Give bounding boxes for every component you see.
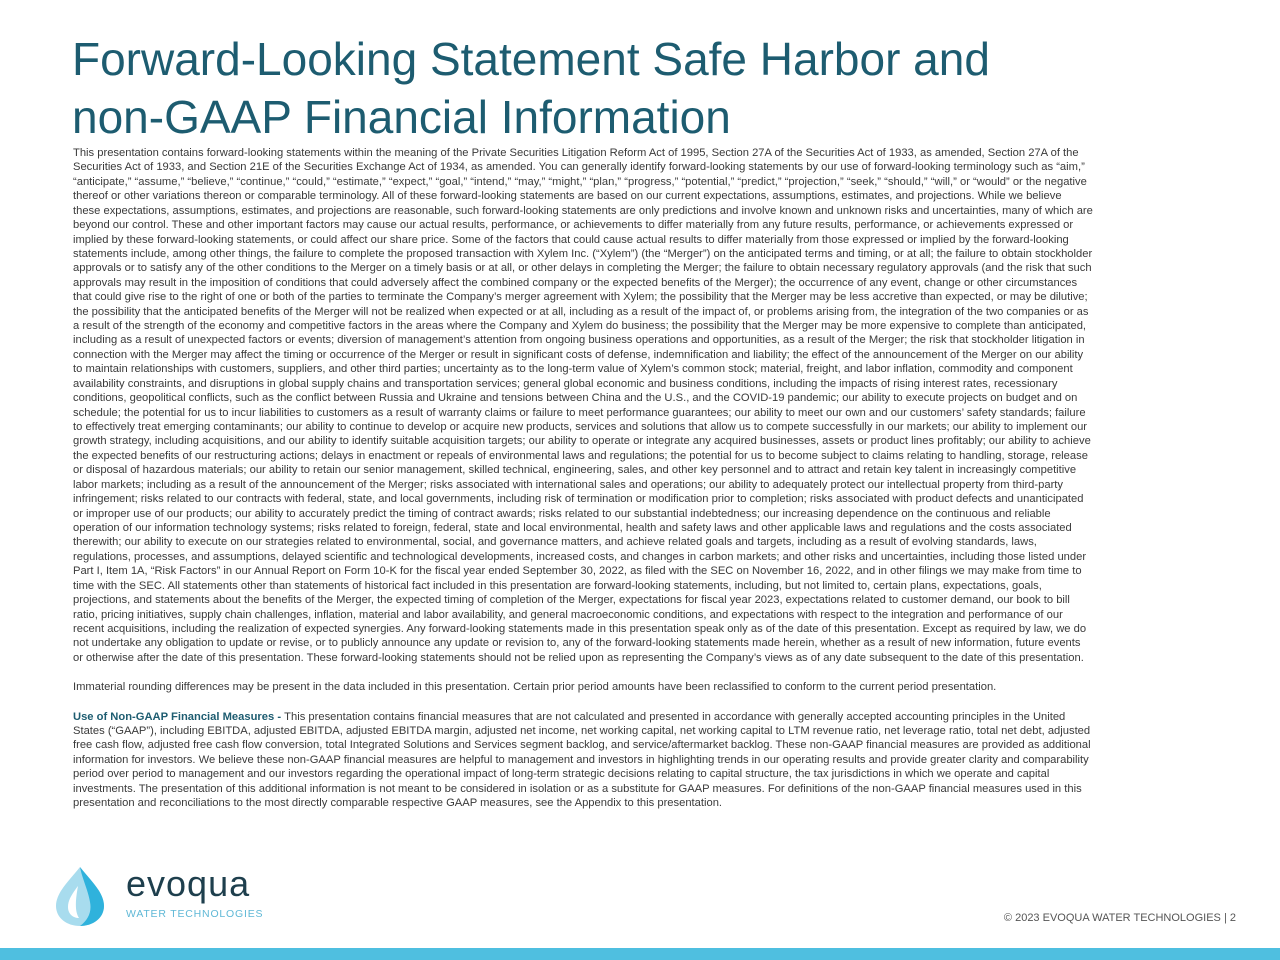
text-line <box>73 247 1253 261</box>
text-line <box>73 564 1253 578</box>
text-line <box>73 189 1253 203</box>
text-line <box>73 738 1253 752</box>
text-line <box>73 478 1253 492</box>
text-line-content: the expected benefits of our restructuring actions; delays in enactment or repeals of environmental laws and regulations; the potential for us to become subject to claims relating to handling, storage, release <box>73 449 1088 462</box>
text-line <box>73 233 1253 247</box>
title-line-2: non-GAAP Financial Information <box>72 91 731 143</box>
text-line-content: free cash flow, adjusted free cash flow conversion, total Integrated Solutions and Services segment backlog, and service/aftermarket backlog. These non-GAAP financial measures are provided as additional <box>73 739 1091 752</box>
text-line-content: This presentation contains financial measures that are not calculated and presented in accordance with generally accepted accounting principles in the United <box>284 710 1066 723</box>
text-line <box>73 796 1253 810</box>
text-line <box>73 261 1253 275</box>
text-line-content: these expectations, assumptions, estimates, and projections are reasonable, such forward-looking statements are only predictions and involve known and unknown risks and uncertainties, many of which are <box>73 204 1093 217</box>
text-line-content: approvals may result in the imposition of conditions that could adversely affect the combined company or the expected benefits of the Merger); the occurrence of any event, change or other circumstances <box>73 276 1078 289</box>
paragraph-gap <box>73 695 1253 710</box>
footer-separator: | <box>1223 912 1227 924</box>
text-line <box>73 362 1253 376</box>
text-line <box>73 434 1253 448</box>
text-line-content: infringement; risks related to our contracts with federal, state, and local governments, including risk of termination or modification prior to completion; risks associated with product defects and unanticipated <box>73 493 1084 506</box>
text-line-content: labor markets; including as a result of the announcement of the Merger; risks associated with international sales and operations; our ability to adequately protect our intellectual property from third-party <box>73 478 1063 491</box>
text-line-content: time with the SEC. All statements other than statements of historical fact included in this presentation are forward-looking statements, including, but not limited to, certain plans, expectations, goals, <box>73 579 1042 592</box>
text-line-content: conditions, geopolitical conflicts, such as the conflict between Russia and Ukraine and tensions between China and the U.S., and the COVID-19 pandemic; our ability to execute projects on budget and on <box>73 392 1078 405</box>
text-line <box>73 507 1253 521</box>
non-gaap-paragraph <box>73 710 1253 811</box>
text-line <box>73 319 1253 333</box>
text-line-content: “anticipate,” “assume,” “believe,” “continue,” “could,” “estimate,” “expect,” “goal,” “intend,” “may,” “might,” “plan,” “progress,” “potential,” “predict,” “projection,” “seek,” “should,” “will,” or “would” or the negative <box>73 175 1087 188</box>
rounding-paragraph <box>73 680 1253 694</box>
text-line <box>73 276 1253 290</box>
text-line <box>73 160 1253 174</box>
text-line-content: beyond our control. These and other important factors may cause our actual results, performance, or achievements to differ materially from any future results, performance, or achievements expressed or <box>73 219 1074 232</box>
text-line <box>73 753 1253 767</box>
text-line-content: implied by these forward-looking statements, or could affect our share price. Some of the factors that could cause actual results to differ materially from those expressed or implied by the forward-looking <box>73 233 1069 246</box>
text-line-content: projections, and statements about the benefits of the Merger, the expected timing of completion of the Merger, expectations for fiscal year 2023, expectations related to customer demand, our book to bill <box>73 594 1070 607</box>
text-line <box>73 348 1253 362</box>
text-line-content: Immaterial rounding differences may be present in the data included in this presentation. Certain prior period amounts have been reclassified to conform to the current period presentation. <box>73 681 997 694</box>
evoqua-logo <box>48 864 288 928</box>
text-line <box>73 290 1253 304</box>
text-line <box>73 218 1253 232</box>
text-line <box>73 550 1253 564</box>
text-line <box>73 449 1253 463</box>
text-line-content: connection with the Merger may affect the timing or occurrence of the Merger or result in significant costs of defense, indemnification and liability; the effect of the announcement of the Merger on our ability <box>73 348 1084 361</box>
text-line <box>73 724 1253 738</box>
footer-accent-bar <box>0 948 1280 960</box>
text-line <box>73 767 1253 781</box>
text-line-content: Securities Act of 1933, and Section 21E of the Securities Exchange Act of 1934, as amended. You can generally identify forward-looking statements by our use of forward-looking terminology such as “aim,” <box>73 161 1085 174</box>
text-line-content: that could give rise to the right of one or both of the parties to terminate the Company’s merger agreement with Xylem; the possibility that the Merger may be less accretive than expected, or may be dilutive; <box>73 291 1088 304</box>
text-line <box>73 521 1253 535</box>
text-line <box>73 608 1253 622</box>
title-line-1: Forward-Looking Statement Safe Harbor and <box>72 33 990 85</box>
text-line <box>73 175 1253 189</box>
text-line <box>73 463 1253 477</box>
logo-tagline: WATER TECHNOLOGIES <box>126 908 264 920</box>
text-line <box>73 579 1253 593</box>
slide-footer <box>1004 912 1236 924</box>
logo-wordmark: evoqua <box>126 863 251 904</box>
text-line-content: including as a result of unexpected factors or events; diversion of management’s attention from ongoing business operations and opportunities, as a result of the Merger; the risk that stockholder litigation in <box>73 334 1085 347</box>
text-line-content: ratio, pricing initiatives, supply chain challenges, inflation, material and labor availability, and general macroeconomic conditions, and expectations with respect to the integration and performance of our <box>73 608 1063 621</box>
text-line-content: period over period to management and our investors regarding the operational impact of long-term strategic decisions relating to capital structure, the tax jurisdictions in which we operate and capital <box>73 768 1050 781</box>
text-line-content: investments. The presentation of this additional information is not meant to be considered in isolation or as a substitute for GAAP measures. For definitions of the non-GAAP financial measures used in this <box>73 782 1082 795</box>
text-line <box>73 680 1253 694</box>
text-line-content: Part I, Item 1A, “Risk Factors” in our Annual Report on Form 10-K for the fiscal year ended September 30, 2022, as filed with the SEC on November 16, 2022, and in other filings we may make from time to <box>73 565 1082 578</box>
text-line <box>73 406 1253 420</box>
text-line-content: not undertake any obligation to update or revise, or to publicly announce any update or revision to, any of the forward-looking statements made herein, whether as a result of new information, future events <box>73 637 1081 650</box>
text-line-content: thereof or other variations thereon or comparable terminology. All of these forward-looking statements are based on our current expectations, assumptions, estimates, and projections. While we believe <box>73 190 1062 203</box>
text-line <box>73 535 1253 549</box>
safe-harbor-paragraph <box>73 146 1253 665</box>
text-line <box>73 420 1253 434</box>
text-line-content: schedule; the potential for us to incur liabilities to customers as a result of warranty claims or failure to meet performance guarantees; our ability to meet our own and our customers’ safety standards; failure <box>73 406 1086 419</box>
text-line <box>73 333 1253 347</box>
text-line <box>73 146 1253 160</box>
text-line-content: approvals or to satisfy any of the other conditions to the Merger on a timely basis or at all, or other delays in completing the Merger; the failure to obtain necessary regulatory approvals (and the risk that such <box>73 262 1092 275</box>
text-line-content: information for investors. We believe these non-GAAP financial measures are helpful to management and investors in highlighting trends in our operating results and provide greater clarity and comparability <box>73 753 1089 766</box>
text-line-content: the possibility that the anticipated benefits of the Merger will not be realized when expected or at all, including as a result of the impact of, or problems arising from, the integration of the two companies or as <box>73 305 1089 318</box>
text-line <box>73 492 1253 506</box>
text-line-content: therewith; our ability to execute on our strategies related to environmental, social, and governance matters, and achieve related goals and targets, including as a result of evolving standards, laws, <box>73 536 1037 549</box>
text-line <box>73 593 1253 607</box>
text-line-content: growth strategy, including acquisitions, and our ability to identify suitable acquisition targets; our ability to operate or integrate any acquired businesses, assets or product lines profitably; our ability to achieve <box>73 435 1091 448</box>
disclaimer-body <box>73 146 1253 811</box>
water-drop-icon <box>48 864 112 928</box>
text-line-content: to maintain relationships with customers, suppliers, and other third parties; uncertainty as to the long-term value of Xylem’s common stock; material, freight, and labor inflation, commodity and component <box>73 363 1073 376</box>
text-line-content: This presentation contains forward-looking statements within the meaning of the Private Securities Litigation Reform Act of 1995, Section 27A of the Securities Act of 1933, as amended, Section 27A of the <box>73 147 1079 159</box>
slide-title <box>72 30 990 146</box>
text-line <box>73 636 1253 650</box>
text-line <box>73 710 1253 724</box>
text-line-content: operation of our information technology systems; risks related to foreign, federal, state and local environmental, health and safety laws and other applicable laws and regulations and the costs associated <box>73 521 1072 534</box>
copyright-text: © 2023 EVOQUA WATER TECHNOLOGIES <box>1003 912 1221 924</box>
text-line-content: States (“GAAP”), including EBITDA, adjusted EBITDA, adjusted EBITDA margin, adjusted net income, net working capital, net working capital to LTM revenue ratio, net leverage ratio, total net debt, adjusted <box>73 725 1091 738</box>
text-line <box>73 622 1253 636</box>
text-line-content: regulations, processes, and assumptions, delayed scientific and technological developments, increased costs, and changes in carbon markets; and other risks and uncertainties, including those listed under <box>73 550 1087 563</box>
text-line <box>73 377 1253 391</box>
text-line-content: recent acquisitions, including the realization of expected synergies. Any forward-looking statements made in this presentation speak only as of the date of this presentation. Except as required by law, we do <box>73 622 1087 635</box>
text-line-content: availability constraints, and disruptions in global supply chains and transportation services; general global economic and business conditions, including the impacts of rising interest rates, recessionary <box>73 377 1058 390</box>
text-line <box>73 782 1253 796</box>
non-gaap-heading: Use of Non-GAAP Financial Measures - <box>73 710 285 723</box>
text-line-content: a result of the strength of the economy and competitive factors in the areas where the Company and Xylem do business; the possibility that the Merger may be more expensive to complete than anticipated, <box>73 320 1087 333</box>
text-line <box>73 391 1253 405</box>
text-line <box>73 305 1253 319</box>
text-line-content: presentation and reconciliations to the most directly comparable respective GAAP measures, see the Appendix to this presentation. <box>73 797 723 810</box>
text-line-content: or improper use of our products; our ability to accurately predict the timing of contract awards; risks related to our substantial indebtedness; our increasing dependence on the continuous and reliable <box>73 507 1051 520</box>
page-number: 2 <box>1229 912 1236 924</box>
text-line-content: statements include, among other things, the failure to complete the proposed transaction with Xylem Inc. (“Xylem”) (the “Merger”) on the anticipated terms and timing, or at all; the failure to obtain stockholder <box>73 247 1093 260</box>
text-line <box>73 651 1253 665</box>
text-line <box>73 204 1253 218</box>
text-line-content: to effectively treat emerging contaminants; our ability to continue to develop or acquire new products, services and solutions that allow us to compete successfully in our markets; our ability to implement our <box>73 421 1088 434</box>
text-line-content: or disposal of hazardous materials; our ability to retain our senior management, skilled technical, engineering, sales, and other key personnel and to attract and retain key talent in increasingly competitive <box>73 464 1077 477</box>
text-line-content: or otherwise after the date of this presentation. These forward-looking statements should not be relied upon as representing the Company’s views as of any date subsequent to the date of this presentation. <box>73 651 1084 664</box>
paragraph-gap <box>73 665 1253 680</box>
